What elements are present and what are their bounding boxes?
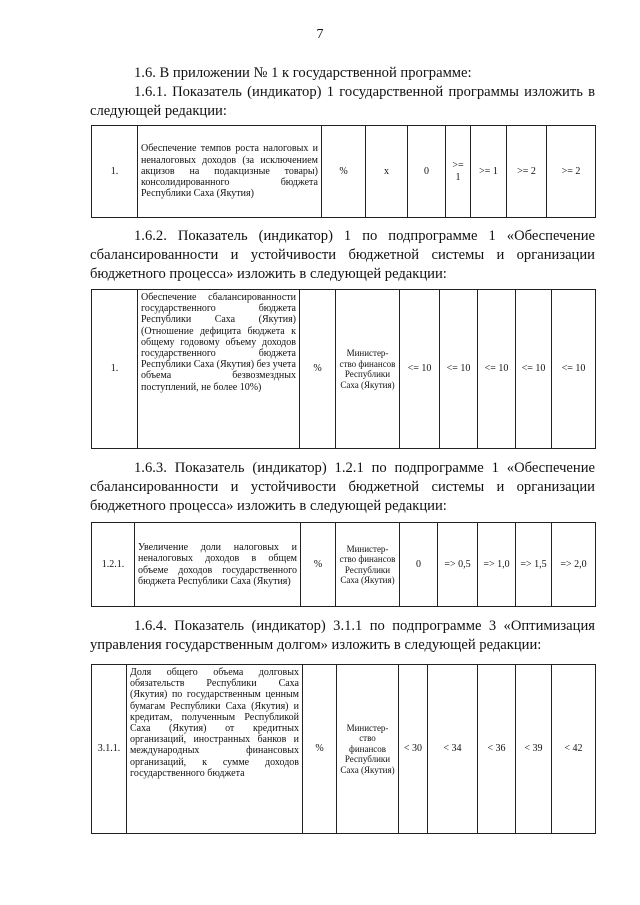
value-cell: 0 bbox=[400, 523, 438, 607]
indicator-table-3 bbox=[91, 522, 596, 607]
table-row bbox=[92, 290, 596, 449]
value-cell: => 1,5 bbox=[516, 523, 552, 607]
indicator-name: Доля общего объема долговых обязательств Республики Саха (Якутия) по государственным ценным бумагам Республики Саха (Якутия) и кредитам, полученным Республикой Саха (Якутия) от кредитных организаций, иностранных банков и международных финансовых организаций, к сумме доходов государственного бюджета bbox=[127, 665, 303, 834]
value-cell: < 30 bbox=[399, 665, 428, 834]
section-1-6: 1.6. В приложении № 1 к государственной программе: bbox=[134, 65, 472, 81]
responsible-cell: Министер-ство финансов Республики Саха (Якутия) bbox=[336, 523, 400, 607]
value-cell: < 42 bbox=[552, 665, 596, 834]
section-1-6-1: 1.6.1. Показатель (индикатор) 1 государственной программы изложить в следующей редакции: bbox=[90, 84, 595, 119]
section-1-6-3: 1.6.3. Показатель (индикатор) 1.2.1 по подпрограмме 1 «Обеспечение сбалансированности и устойчивости бюджетной системы и организации бюджетного процесса» изложить в следующей редакции: bbox=[90, 460, 595, 514]
indicator-table-4 bbox=[91, 664, 596, 834]
unit-cell: % bbox=[300, 290, 336, 449]
table-row bbox=[92, 523, 596, 607]
responsible-cell: х bbox=[366, 126, 408, 218]
unit-cell: % bbox=[301, 523, 336, 607]
indicator-name: Увеличение доли налоговых и неналоговых доходов в общем объеме доходов государственного бюджета Республики Саха (Якутия) bbox=[135, 523, 301, 607]
value-cell: <= 10 bbox=[516, 290, 552, 449]
indicator-table-2 bbox=[91, 289, 596, 449]
page-number: 7 bbox=[316, 27, 324, 42]
value-cell: <= 10 bbox=[440, 290, 478, 449]
indicator-name: Обеспечение сбалансированности государственного бюджета Республики Саха (Якутия) (Отношение дефицита бюджета к общему годовому объему доходов государственного бюджета Республики Саха (Якутия) без учета объема безвозмездных поступлений, не более 10%) bbox=[138, 290, 300, 449]
indicator-name: Обеспечение темпов роста налоговых и неналоговых доходов (за исключением акцизов на подакцизные товары) консолидированного бюджета Республики Саха (Якутия) bbox=[138, 126, 322, 218]
value-cell: 0 bbox=[408, 126, 446, 218]
responsible-cell: Министер-ство финансов Республики Саха (Якутия) bbox=[337, 665, 399, 834]
section-1-6-2: 1.6.2. Показатель (индикатор) 1 по подпрограмме 1 «Обеспечение сбалансированности и устойчивости бюджетной системы и организации бюджетного процесса» изложить в следующей редакции: bbox=[90, 228, 595, 282]
value-cell: >= 1 bbox=[471, 126, 507, 218]
table-row bbox=[92, 665, 596, 834]
value-cell: <= 10 bbox=[400, 290, 440, 449]
value-cell: < 39 bbox=[516, 665, 552, 834]
value-cell: < 36 bbox=[478, 665, 516, 834]
value-cell: => 1,0 bbox=[478, 523, 516, 607]
row-number: 1.2.1. bbox=[92, 523, 135, 607]
table-row bbox=[92, 126, 596, 218]
section-1-6-4: 1.6.4. Показатель (индикатор) 3.1.1 по подпрограмме 3 «Оптимизация управления государственным долгом» изложить в следующей редакции: bbox=[90, 618, 595, 653]
value-cell: <= 10 bbox=[552, 290, 596, 449]
value-cell: <= 10 bbox=[478, 290, 516, 449]
row-number: 3.1.1. bbox=[92, 665, 127, 834]
indicator-table-1 bbox=[91, 125, 596, 218]
row-number: 1. bbox=[92, 290, 138, 449]
unit-cell: % bbox=[322, 126, 366, 218]
value-cell: => 2,0 bbox=[552, 523, 596, 607]
value-cell: => 0,5 bbox=[438, 523, 478, 607]
value-cell: >= 2 bbox=[547, 126, 596, 218]
unit-cell: % bbox=[303, 665, 337, 834]
value-cell: >= 2 bbox=[507, 126, 547, 218]
responsible-cell: Министер-ство финансов Республики Саха (Якутия) bbox=[336, 290, 400, 449]
value-cell: < 34 bbox=[428, 665, 478, 834]
row-number: 1. bbox=[92, 126, 138, 218]
value-cell: >= 1 bbox=[446, 126, 471, 218]
